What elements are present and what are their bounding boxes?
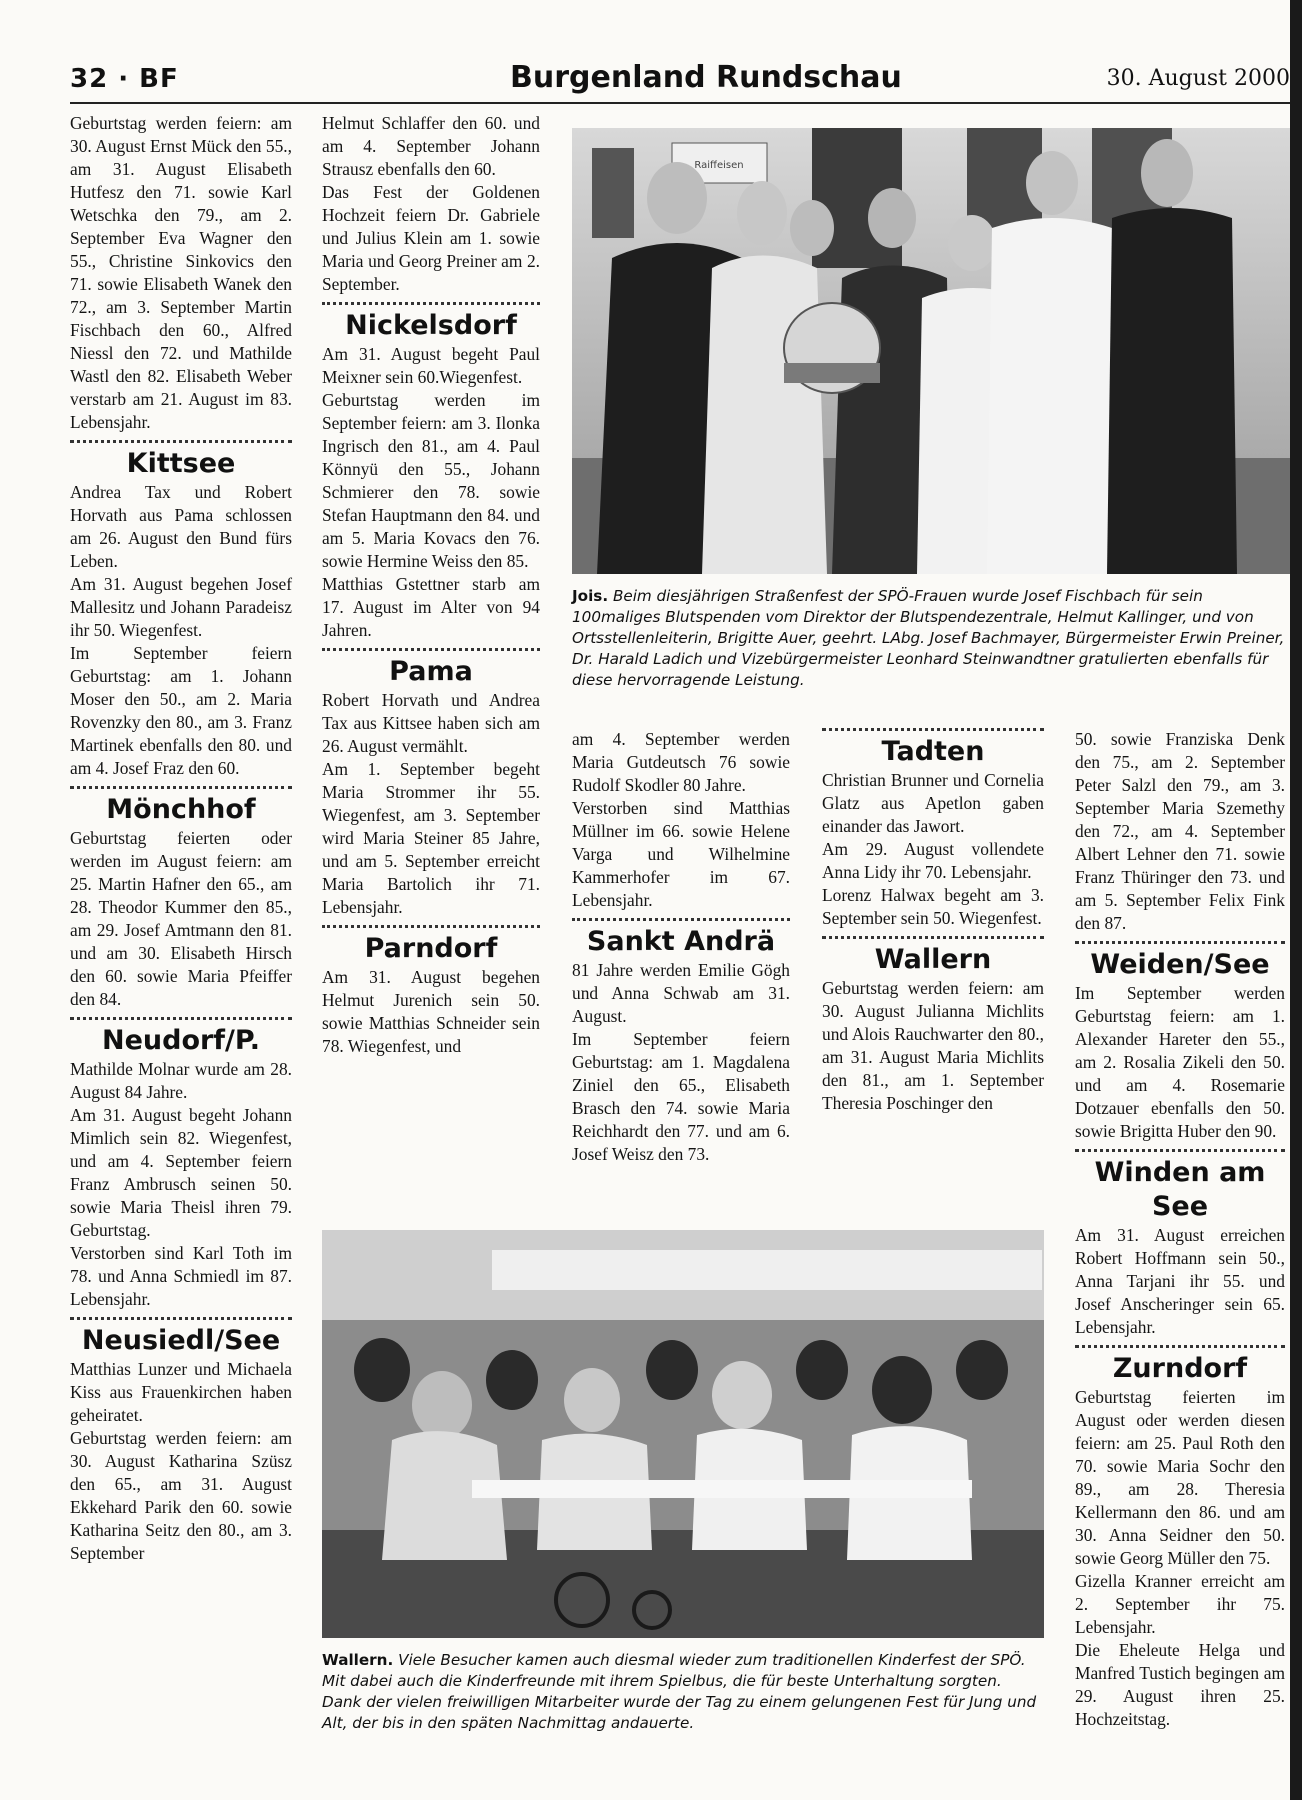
- column-1: [70, 112, 292, 1565]
- column-2: [322, 112, 540, 1058]
- article-text: Andrea Tax und Robert Horvath aus Pama schlossen am 26. August den Bund fürs Leben.: [70, 482, 292, 571]
- article-text: am 4. September werden Maria Gutdeutsch 76 sowie Rudolf Skodler 80 Jahre.: [572, 729, 790, 795]
- column-4: [822, 722, 1044, 1115]
- article-text: Am 31. August erreichen Robert Hoffmann sein 50., Anna Tarjani ihr 55. und Josef Anscheringer sein 65. Lebensjahr.: [1075, 1225, 1285, 1337]
- issue-date: 30. August 2000: [1106, 66, 1290, 91]
- article-text: Matthias Gstettner starb am 17. August im Alter von 94 Jahren.: [322, 574, 540, 640]
- section-divider: [322, 925, 540, 928]
- caption-place: Jois.: [572, 587, 609, 605]
- article-text: Robert Horvath und Andrea Tax aus Kittsee haben sich am 26. August vermählt.: [322, 690, 540, 756]
- article-text: Geburtstag werden feiern: am 30. August Julianna Michlits und Alois Rauchwarter den 80., am 31. August Maria Michlits den 81., am 1. September Theresia Poschinger den: [822, 978, 1044, 1113]
- article-text: Am 29. August vollendete Anna Lidy ihr 70. Lebensjahr.: [822, 839, 1044, 882]
- section-heading-wallern: Wallern: [874, 944, 992, 975]
- article-text: Mathilde Molnar wurde am 28. August 84 Jahre.: [70, 1059, 292, 1102]
- section-heading-moenchhof: Mönchhof: [106, 794, 256, 825]
- photo-jois: [572, 128, 1290, 574]
- article-text: Im September feiern Geburtstag: am 1. Magdalena Ziniel den 65., Elisabeth Brasch den 74. sowie Maria Reichhardt den 77. und am 6. Josef Weisz den 73.: [572, 1029, 790, 1164]
- article-text: Verstorben sind Karl Toth im 78. und Anna Schmiedl im 87. Lebensjahr.: [70, 1243, 292, 1309]
- article-text: Am 31. August begeht Paul Meixner sein 60.Wiegenfest.: [322, 344, 540, 387]
- photo-wallern: [322, 1230, 1044, 1638]
- article-text: Im September werden Geburtstag feiern: am 1. Alexander Hareter den 55., am 2. Rosalia Zikeli den 50. und am 4. Rosemarie Dotzauer ebenfalls den 50. sowie Brigitta Huber den 90.: [1075, 983, 1285, 1141]
- article-text: Am 31. August begehen Josef Mallesitz und Johann Paradeisz ihr 50. Wiegenfest.: [70, 574, 292, 640]
- masthead: [70, 58, 1290, 102]
- section-divider: [1075, 1149, 1285, 1152]
- section-divider: [70, 786, 292, 789]
- column-3: [572, 728, 790, 1166]
- section-heading-sankt-andrae: Sankt Andrä: [586, 926, 776, 957]
- section-heading-pama: Pama: [389, 656, 473, 687]
- section-divider: [322, 302, 540, 305]
- article-text: Im September feiern Geburtstag: am 1. Johann Moser den 50., am 2. Maria Rovenzky den 80., am 3. Franz Martinek ebenfalls den 80. und am 4. Josef Fraz den 60.: [70, 643, 292, 778]
- newspaper-title: Burgenland Rundschau: [510, 60, 902, 95]
- sign-text: Raiffeisen: [694, 160, 744, 171]
- section-heading-nickelsdorf: Nickelsdorf: [345, 310, 517, 341]
- article-text: Lorenz Halwax begeht am 3. September sein 50. Wiegenfest.: [822, 885, 1044, 928]
- article-text: Am 1. September begeht Maria Strommer ihr 55. Wiegenfest, am 3. September wird Maria Steiner 85 Jahre, und am 5. September erreicht Maria Bartolich ihr 71. Lebensjahr.: [322, 759, 540, 917]
- column-5: [1075, 728, 1285, 1731]
- section-divider: [70, 1317, 292, 1320]
- section-heading-weiden: Weiden/See: [1090, 949, 1270, 980]
- caption-text: Beim diesjährigen Straßenfest der SPÖ-Frauen wurde Josef Fischbach für sein 100maliges Blutspenden vom Direktor der Blutspendezentrale, Helmut Kallinger, und von Ortsstellenleiterin, Brigitte Auer, geehrt. LAbg. Josef Bachmayer, Bürgermeister Erwin Preiner, Dr. Harald Ladich und Vizebürgermeister Leonhard Steinwandtner gratulierten ebenfalls für diese hervorragende Leistung.: [572, 587, 1285, 689]
- section-heading-zurndorf: Zurndorf: [1112, 1353, 1248, 1384]
- section-divider: [70, 440, 292, 443]
- masthead-rule: [70, 102, 1290, 104]
- section-heading-parndorf: Parndorf: [364, 933, 498, 964]
- section-divider: [70, 1017, 292, 1020]
- scan-edge: [1290, 0, 1302, 1800]
- section-heading-neusiedl: Neusiedl/See: [81, 1325, 281, 1356]
- article-text: Gizella Kranner erreicht am 2. September ihr 75. Lebensjahr.: [1075, 1571, 1285, 1637]
- article-text: Geburtstag werden feiern: am 30. August Katharina Szüsz den 65., am 31. August Ekkehard Parik den 60. sowie Katharina Seitz den 80., am 3. September: [70, 1428, 292, 1563]
- photo-jois-caption: [572, 586, 1290, 691]
- photo-wallern-graphic: [322, 1230, 1044, 1638]
- caption-place: Wallern.: [322, 1651, 394, 1669]
- article-text: Geburtstag werden feiern: am 30. August Ernst Mück den 55., am 31. August Elisabeth Hutfesz den 71. sowie Karl Wetschka den 79., am 2. September Eva Wagner den 55., Christine Sinkovics den 71. sowie Elisabeth Wanek den 72., am 3. September Martin Fischbach den 60., Alfred Niessl den 72. und Mathilde Wastl den 82. Elisabeth Weber verstarb am 21. August im 83. Lebensjahr.: [70, 113, 292, 432]
- article-text: Das Fest der Goldenen Hochzeit feiern Dr. Gabriele und Julius Klein am 1. sowie Maria und Georg Preiner am 2. September.: [322, 182, 540, 294]
- article-text: Geburtstag feierten oder werden im August feiern: am 25. Martin Hafner den 65., am 28. Theodor Kummer den 85., am 29. Josef Amtmann den 81. und am 30. Elisabeth Hirsch den 60. sowie Maria Pfeiffer den 84.: [70, 828, 292, 1009]
- article-text: Geburtstag feierten im August oder werden diesen feiern: am 25. Paul Roth den 70. sowie Maria Sochr den 89., am 28. Theresia Kellermann den 86. und am 30. Anna Seidner den 50. sowie Georg Müller den 75.: [1075, 1387, 1285, 1568]
- section-divider: [1075, 941, 1285, 944]
- section-heading-neudorf: Neudorf/P.: [101, 1025, 261, 1056]
- article-text: Geburtstag werden im September feiern: am 3. Ilonka Ingrisch den 81., am 4. Paul Könnyü den 55., Johann Schmierer den 78. sowie Stefan Hauptmann den 84. und am 5. Maria Kovacs den 76. sowie Hermine Weiss den 85.: [322, 390, 540, 571]
- article-text: Verstorben sind Matthias Müllner im 66. sowie Helene Varga und Wilhelmine Kammerhofer im 67. Lebensjahr.: [572, 798, 790, 910]
- page-number: 32 · BF: [70, 64, 179, 94]
- article-text: Die Eheleute Helga und Manfred Tustich begingen am 29. August ihren 25. Hochzeitstag.: [1075, 1640, 1285, 1729]
- photo-jois-graphic: [572, 128, 1290, 574]
- article-text: 50. sowie Franziska Denk den 75., am 2. September Peter Salzl den 79., am 3. September Maria Szemethy den 72., am 4. September Albert Lehner den 71. sowie Franz Thüringer den 73. und am 5. September Felix Fink den 87.: [1075, 729, 1285, 933]
- section-divider: [572, 918, 790, 921]
- section-divider: [822, 936, 1044, 939]
- caption-text: Viele Besucher kamen auch diesmal wieder zum traditionellen Kinderfest der SPÖ. Mit dabei auch die Kinderfreunde mit ihrem Spielbus, die für beste Unterhaltung sorgten. Dank der vielen freiwilligen Mitarbeiter wurde der Tag zu einem gelungenen Fest für Jung und Alt, der bis in den späten Nachmittag andauerte.: [322, 1651, 1037, 1732]
- article-text: Matthias Lunzer und Michaela Kiss aus Frauenkirchen haben geheiratet.: [70, 1359, 292, 1425]
- article-text: Am 31. August begehen Helmut Jurenich sein 50. sowie Matthias Schneider sein 78. Wiegenfest, und: [322, 967, 540, 1056]
- section-divider: [1075, 1345, 1285, 1348]
- photo-wallern-caption: [322, 1650, 1044, 1734]
- article-text: Christian Brunner und Cornelia Glatz aus Apetlon gaben einander das Jawort.: [822, 770, 1044, 836]
- section-heading-kittsee: Kittsee: [126, 448, 236, 479]
- section-heading-tadten: Tadten: [881, 736, 985, 767]
- article-text: 81 Jahre werden Emilie Gögh und Anna Schwab am 31. August.: [572, 960, 790, 1026]
- section-divider: [822, 728, 1044, 731]
- article-text: Helmut Schlaffer den 60. und am 4. September Johann Strausz ebenfalls den 60.: [322, 113, 540, 179]
- section-divider: [322, 648, 540, 651]
- article-text: Am 31. August begeht Johann Mimlich sein 82. Wiegenfest, und am 4. September feiern Franz Ambrusch seinen 50. sowie Maria Theisl ihren 79. Geburtstag.: [70, 1105, 292, 1240]
- section-heading-winden: Winden am See: [1094, 1157, 1266, 1222]
